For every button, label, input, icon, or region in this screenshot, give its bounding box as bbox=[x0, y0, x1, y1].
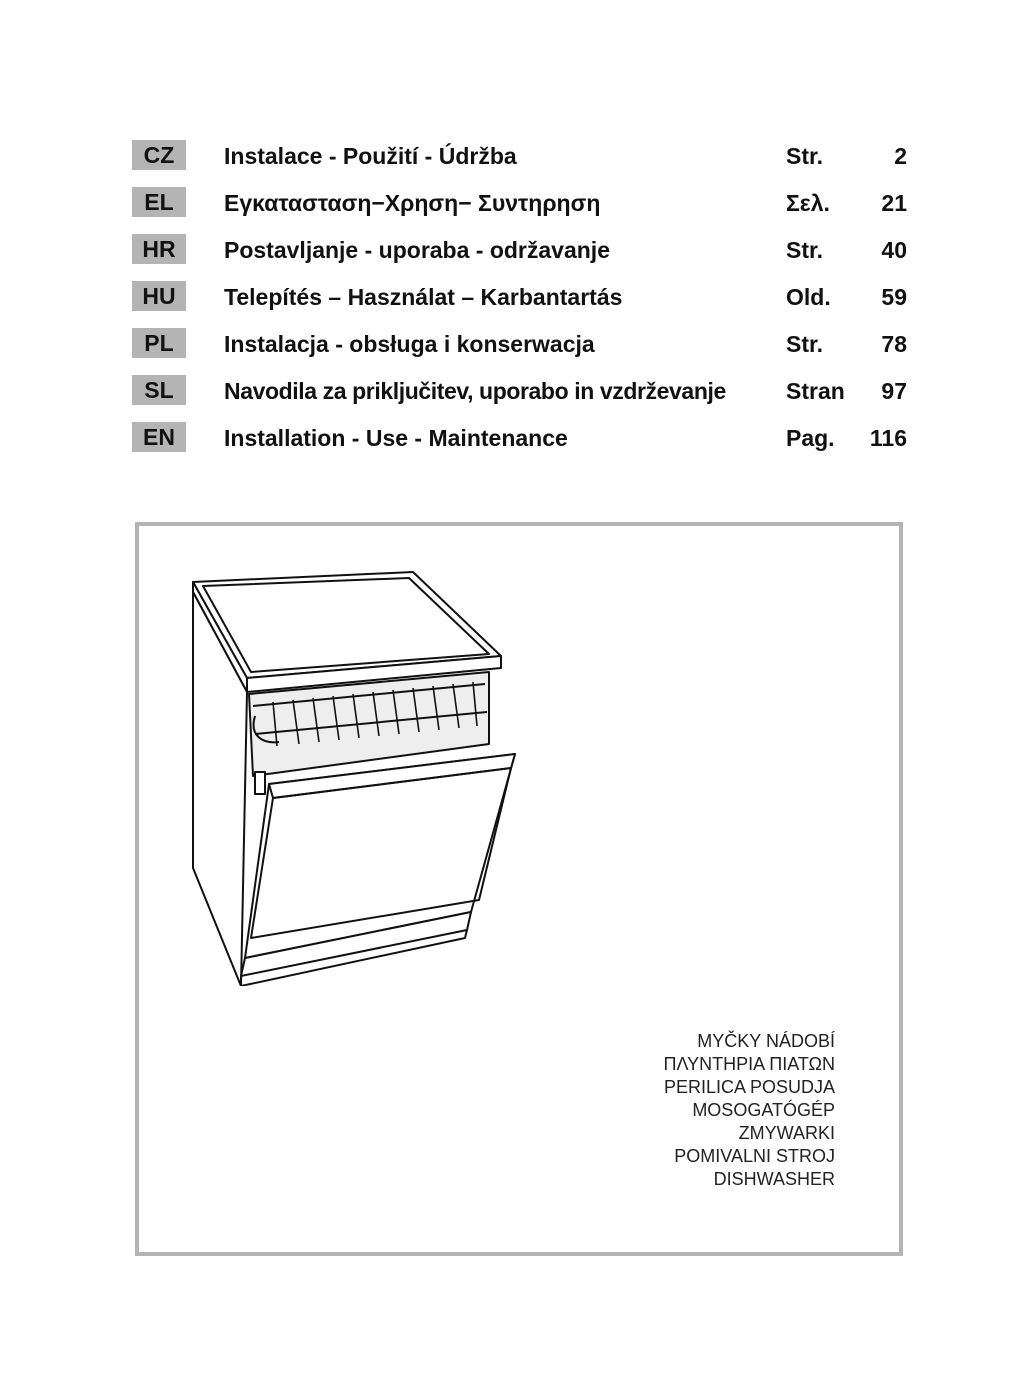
table-of-contents bbox=[132, 138, 922, 467]
language-code: SL bbox=[132, 375, 186, 405]
product-name: MOSOGATÓGÉP bbox=[692, 1100, 835, 1120]
section-title: Postavljanje - uporaba - održavanje bbox=[224, 237, 610, 263]
page-number: 40 bbox=[881, 237, 907, 263]
section-title: Εγκατασταση−Χρηση− Συντηρηση bbox=[224, 190, 601, 216]
language-code: PL bbox=[132, 328, 186, 358]
section-title: Instalace - Použití - Údržba bbox=[224, 143, 517, 169]
toc-row-hr[interactable] bbox=[132, 232, 922, 279]
product-name: POMIVALNI STROJ bbox=[674, 1146, 835, 1166]
page-label: Str. bbox=[786, 331, 824, 357]
page-number: 59 bbox=[881, 284, 907, 310]
page-number: 116 bbox=[869, 425, 907, 451]
cover-frame bbox=[135, 522, 903, 1256]
page-label: Str. bbox=[786, 237, 824, 263]
page-label: Σελ. bbox=[786, 190, 830, 216]
page-number: 97 bbox=[881, 378, 907, 404]
dishwasher-illustration bbox=[189, 566, 529, 986]
section-title: Telepítés – Használat – Karbantartás bbox=[224, 284, 623, 310]
language-code: EN bbox=[132, 422, 186, 452]
language-code: HR bbox=[132, 234, 186, 264]
toc-row-el[interactable] bbox=[132, 185, 922, 232]
toc-row-hu[interactable] bbox=[132, 279, 922, 326]
toc-row-sl[interactable] bbox=[132, 373, 922, 420]
language-code: EL bbox=[132, 187, 186, 217]
toc-row-cz[interactable] bbox=[132, 138, 922, 185]
toc-row-pl[interactable] bbox=[132, 326, 922, 373]
page-number: 21 bbox=[881, 190, 907, 216]
product-name: ΠΛΥΝΤΗΡΙΑ ΠΙΑΤΩΝ bbox=[663, 1054, 835, 1074]
product-name: ZMYWARKI bbox=[738, 1123, 835, 1143]
product-name: PERILICA POSUDJA bbox=[663, 1077, 835, 1097]
page-label: Old. bbox=[786, 284, 831, 310]
product-name: DISHWASHER bbox=[713, 1169, 835, 1189]
product-name-list bbox=[663, 1030, 835, 1191]
section-title: Navodila za priključitev, uporabo in vzdrževanje bbox=[224, 378, 726, 404]
language-code: HU bbox=[132, 281, 186, 311]
page-number: 78 bbox=[881, 331, 907, 357]
section-title: Instalacja - obsługa i konserwacja bbox=[224, 331, 595, 357]
page-number: 2 bbox=[894, 143, 907, 169]
product-name: MYČKY NÁDOBÍ bbox=[697, 1031, 835, 1051]
page-label: Pag. bbox=[786, 425, 835, 451]
page-label: Str. bbox=[786, 143, 824, 169]
page-label: Stran bbox=[786, 378, 845, 404]
toc-row-en[interactable] bbox=[132, 420, 922, 467]
section-title: Installation - Use - Maintenance bbox=[224, 425, 568, 451]
language-code: CZ bbox=[132, 140, 186, 170]
